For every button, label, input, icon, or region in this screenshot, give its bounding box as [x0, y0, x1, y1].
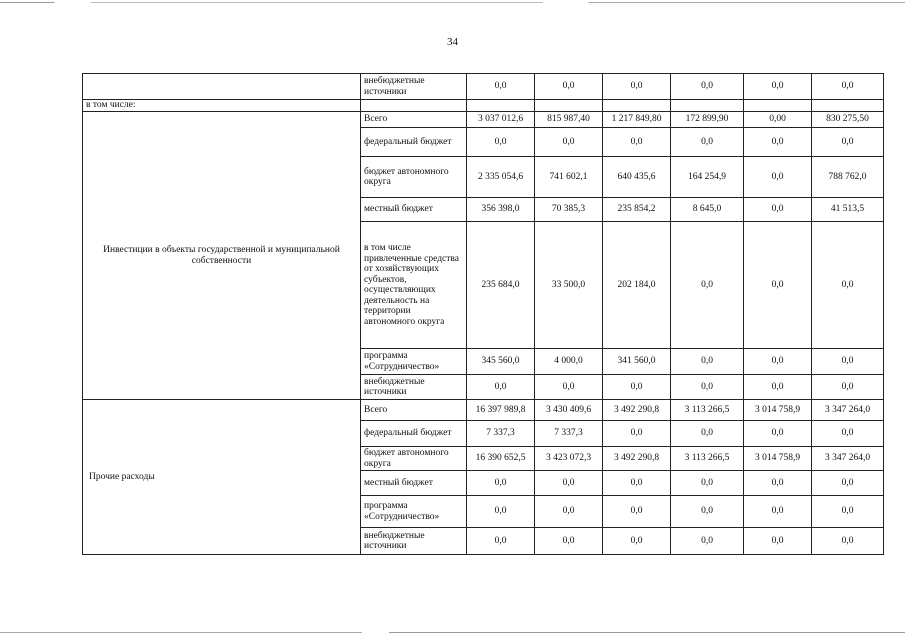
row-label: федеральный бюджет	[361, 421, 467, 447]
value-cell: 0,0	[812, 128, 884, 157]
value-cell: 172 899,90	[671, 112, 744, 128]
category-cell-empty	[83, 74, 361, 100]
value-cell: 0,0	[603, 528, 671, 555]
value-cell: 3 492 290,8	[603, 447, 671, 471]
value-cell: 0,0	[467, 496, 535, 528]
value-cell: 1 217 849,80	[603, 112, 671, 128]
value-cell: 3 113 266,5	[671, 447, 744, 471]
value-cell: 0,0	[671, 74, 744, 100]
value-cell: 0,0	[603, 74, 671, 100]
value-cell: 0,0	[812, 471, 884, 496]
value-cell: 3 347 264,0	[812, 400, 884, 421]
investments-category: Инвестиции в объекты государственной и муниципальной собственности	[83, 112, 361, 400]
value-cell: 0,0	[812, 421, 884, 447]
value-cell: 0,0	[535, 471, 603, 496]
value-cell: 0,0	[467, 528, 535, 555]
value-cell: 16 397 989,8	[467, 400, 535, 421]
row-label: внебюджетные источники	[361, 528, 467, 555]
value-cell: 33 500,0	[535, 222, 603, 349]
row-label: программа «Сотрудничество»	[361, 496, 467, 528]
value-cell: 345 560,0	[467, 349, 535, 375]
table-row	[83, 112, 884, 128]
value-cell: 0,0	[535, 528, 603, 555]
value-cell: 4 000,0	[535, 349, 603, 375]
value-cell: 640 435,6	[603, 157, 671, 198]
value-cell: 0,0	[671, 128, 744, 157]
value-cell: 0,0	[671, 496, 744, 528]
row-label: Всего	[361, 112, 467, 128]
value-cell: 2 335 054,6	[467, 157, 535, 198]
value-cell: 3 037 012,6	[467, 112, 535, 128]
value-cell: 7 337,3	[535, 421, 603, 447]
value-cell: 0,0	[671, 222, 744, 349]
value-cell: 235 854,2	[603, 198, 671, 222]
row-label: внебюджетные источники	[361, 375, 467, 400]
value-cell: 0,0	[812, 222, 884, 349]
row-label: программа «Сотрудничество»	[361, 349, 467, 375]
value-cell: 0,0	[603, 471, 671, 496]
value-cell: 0,00	[744, 112, 812, 128]
value-cell: 0,0	[812, 74, 884, 100]
value-cell: 0,0	[467, 74, 535, 100]
value-cell: 0,0	[744, 157, 812, 198]
value-cell: 0,0	[535, 496, 603, 528]
value-cell: 0,0	[744, 128, 812, 157]
value-cell: 235 684,0	[467, 222, 535, 349]
value-cell: 0,0	[744, 74, 812, 100]
value-cell: 0,0	[744, 528, 812, 555]
value-cell: 0,0	[535, 375, 603, 400]
value-cell: 0,0	[744, 496, 812, 528]
value-cell: 788 762,0	[812, 157, 884, 198]
value-cell: 356 398,0	[467, 198, 535, 222]
value-cell: 3 430 409,6	[535, 400, 603, 421]
value-cell: 0,0	[535, 74, 603, 100]
value-cell: 341 560,0	[603, 349, 671, 375]
value-cell: 3 014 758,9	[744, 400, 812, 421]
row-label: местный бюджет	[361, 471, 467, 496]
row-label: в том числе привлеченные средства от хозяйствующих субъектов, осуществляющих деятельность на территории автономного округа	[361, 222, 467, 349]
value-cell: 3 423 072,3	[535, 447, 603, 471]
value-cell: 164 254,9	[671, 157, 744, 198]
value-cell: 3 492 290,8	[603, 400, 671, 421]
value-cell: 0,0	[671, 375, 744, 400]
value-cell: 741 602,1	[535, 157, 603, 198]
value-cell: 0,0	[744, 349, 812, 375]
value-cell: 202 184,0	[603, 222, 671, 349]
value-cell: 16 390 652,5	[467, 447, 535, 471]
value-cell: 0,0	[744, 421, 812, 447]
value-cell: 70 385,3	[535, 198, 603, 222]
budget-table	[82, 73, 884, 555]
value-cell: 8 645,0	[671, 198, 744, 222]
value-cell: 0,0	[603, 421, 671, 447]
value-cell: 0,0	[603, 375, 671, 400]
row-label: бюджет автономного округа	[361, 447, 467, 471]
value-cell: 815 987,40	[535, 112, 603, 128]
value-cell: 0,0	[744, 375, 812, 400]
value-cell: 0,0	[467, 471, 535, 496]
value-cell: 3 014 758,9	[744, 447, 812, 471]
row-label: местный бюджет	[361, 198, 467, 222]
other-expenses-category: Прочие расходы	[83, 400, 361, 555]
row-label: Всего	[361, 400, 467, 421]
row-label: федеральный бюджет	[361, 128, 467, 157]
value-cell: 0,0	[744, 222, 812, 349]
value-cell: 0,0	[812, 375, 884, 400]
value-cell: 0,0	[812, 496, 884, 528]
value-cell: 0,0	[812, 528, 884, 555]
row-label: бюджет автономного округа	[361, 157, 467, 198]
value-cell: 0,0	[744, 198, 812, 222]
table-row	[83, 74, 884, 100]
value-cell: 0,0	[603, 496, 671, 528]
value-cell: 3 113 266,5	[671, 400, 744, 421]
in-that-number-label: в том числе:	[83, 100, 361, 112]
value-cell: 0,0	[671, 471, 744, 496]
table-row	[83, 400, 884, 421]
row-label: внебюджетные источники	[361, 74, 467, 100]
value-cell: 7 337,3	[467, 421, 535, 447]
value-cell: 0,0	[467, 128, 535, 157]
value-cell: 3 347 264,0	[812, 447, 884, 471]
value-cell: 0,0	[812, 349, 884, 375]
value-cell: 830 275,50	[812, 112, 884, 128]
value-cell: 0,0	[744, 471, 812, 496]
value-cell: 0,0	[671, 421, 744, 447]
value-cell: 0,0	[671, 528, 744, 555]
value-cell: 0,0	[535, 128, 603, 157]
table-row	[83, 100, 884, 112]
value-cell: 41 513,5	[812, 198, 884, 222]
page-number: 34	[447, 36, 458, 48]
value-cell: 0,0	[467, 375, 535, 400]
value-cell: 0,0	[603, 128, 671, 157]
value-cell: 0,0	[671, 349, 744, 375]
scan-edge-bottom	[0, 632, 905, 633]
scan-edge-top	[0, 2, 905, 3]
